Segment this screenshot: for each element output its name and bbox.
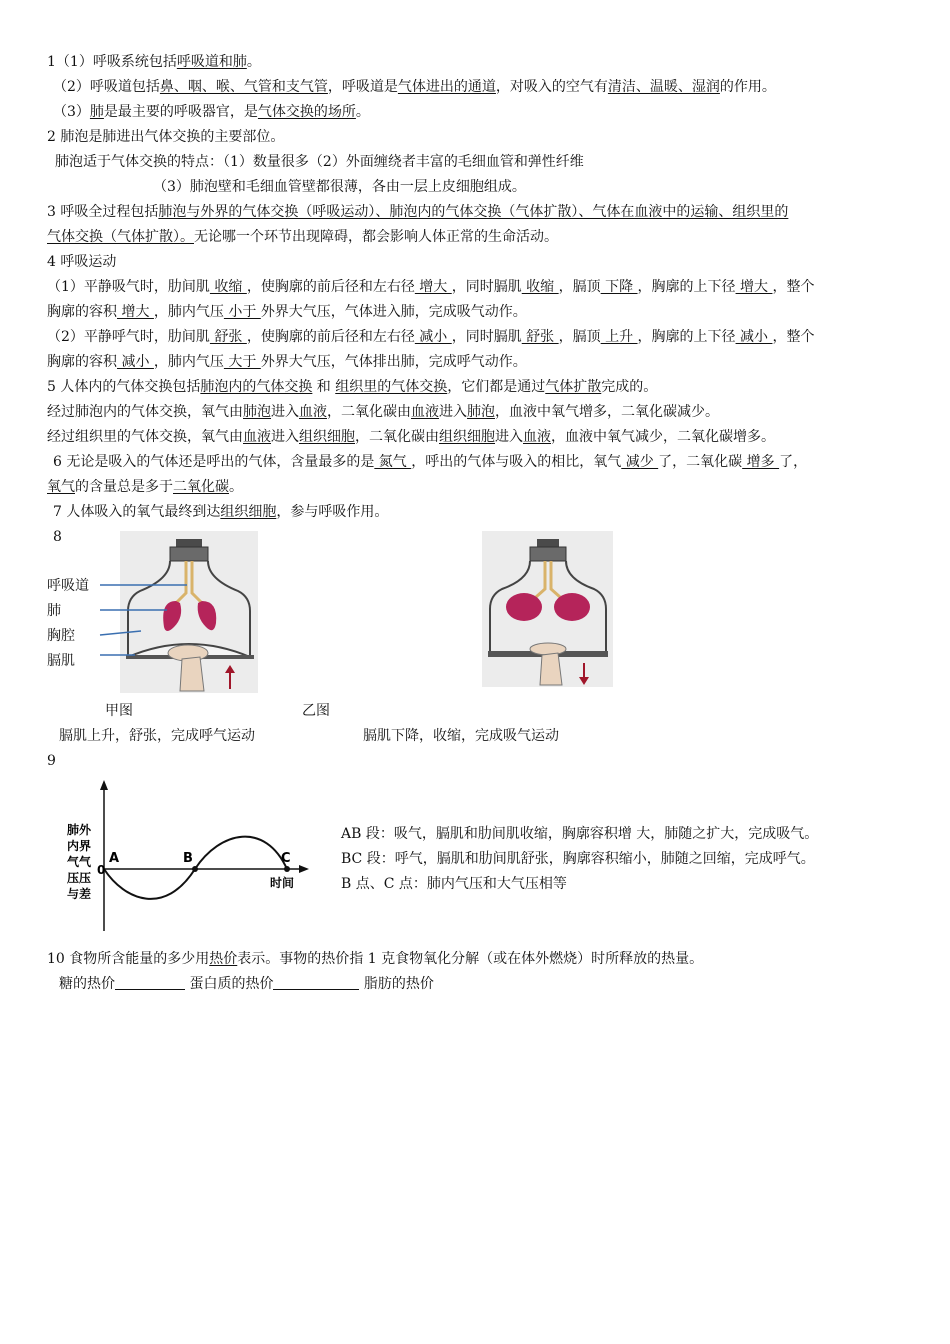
- zero-label: 0: [97, 863, 106, 877]
- x-axis-label: 时间: [270, 876, 295, 890]
- s4-line2: 胸廓的容积 增大 ，肺内气压 小于 外界大气压，气体进入肺，完成吸气动作。: [47, 304, 527, 320]
- s10-line1: 10 食物所含能量的多少用热价表示。事物的热价指 1 克食物氧化分解（或在体外燃烧）时所释放的热量。: [47, 951, 704, 967]
- s2-line1: 2 肺泡是肺进出气体交换的主要部位。: [47, 129, 285, 145]
- s1-line2: （2）呼吸道包括鼻、咽、喉、气管和支气管，呼吸道是气体进出的通道，对吸入的空气有清洁、温暖、湿润的作用。: [53, 79, 776, 95]
- x-axis-arrow: [299, 865, 309, 873]
- s6-line2: 氧气的含量总是多于二氧化碳。: [47, 479, 243, 495]
- s5-line3: 经过组织里的气体交换，氧气由血液进入组织细胞，二氧化碳由组织细胞进入血液，血液中氧气减少，二氧化碳增多。: [47, 429, 775, 445]
- s9-points: B 点、C 点：肺内气压和大气压相等: [341, 876, 567, 892]
- caption-b: 乙图: [302, 703, 330, 719]
- point-b: [192, 866, 198, 872]
- s3-line2: 气体交换（气体扩散）。无论哪一个环节出现障碍，都会影响人体正常的生命活动。: [47, 229, 558, 245]
- point-a-label: A: [109, 851, 120, 866]
- y-label-1: 肺外: [67, 823, 92, 837]
- s3-line1: 3 呼吸全过程包括肺泡与外界的气体交换（呼吸运动）、肺泡内的气体交换（气体扩散）、气体在血液中的运输、组织里的: [47, 204, 789, 220]
- s4-line3: （2）平静呼气时，肋间肌 舒张 ，使胸廓的前后径和左右径 减小 ，同时膈肌 舒张 ，膈顶 上升 ，胸廓的上下径 减小 ，整个: [47, 329, 815, 345]
- label-respiratory-tract: 呼吸道: [47, 578, 89, 594]
- point-c: [284, 866, 290, 872]
- s9-number: 9: [47, 753, 56, 769]
- s4-line1: （1）平静吸气时，肋间肌 收缩 ，使胸廓的前后径和左右径 增大 ，同时膈肌 收缩 ，膈顶 下降 ，胸廓的上下径 增大 ，整个: [47, 279, 815, 295]
- label-lung: 肺: [47, 603, 61, 619]
- s7-line: 7 人体吸入的氧气最终到达组织细胞，参与呼吸作用。: [53, 504, 389, 520]
- y-label-2: 内界: [67, 839, 92, 853]
- s5-line1: 5 人体内的气体交换包括肺泡内的气体交换 和 组织里的气体交换，它们都是通过气体扩散完成的。: [47, 379, 658, 395]
- s9-ab: AB 段：吸气，膈肌和肋间肌收缩，胸廓容积增 大，肺随之扩大，完成吸气。: [341, 826, 819, 842]
- s10-line2: 糖的热价 蛋白质的热价 脂肪的热价: [59, 976, 434, 992]
- y-axis-arrow: [100, 780, 108, 790]
- s4-line4: 胸廓的容积 减小 ，肺内气压 大于 外界大气压，气体排出肺，完成呼气动作。: [47, 354, 527, 370]
- s6-line1: 6 无论是吸入的气体还是呼出的气体，含量最多的是 氮气 ，呼出的气体与吸入的相比，氧气 减少 了，二氧化碳 增多 了，: [53, 454, 808, 470]
- s9-bc: BC 段：呼气，膈肌和肋间肌舒张，胸廓容积缩小，肺随之回缩，完成呼气。: [341, 851, 815, 867]
- y-label-3: 气气: [67, 855, 92, 869]
- s2-line2: 肺泡适于气体交换的特点：（1）数量很多（2）外面缠绕者丰富的毛细血管和弹性纤维: [55, 154, 584, 170]
- blank-sugar[interactable]: [115, 975, 185, 990]
- blank-protein[interactable]: [273, 975, 359, 990]
- y-label-4: 压压: [67, 871, 92, 885]
- point-c-label: C: [281, 851, 291, 866]
- s8-number: 8: [53, 529, 62, 545]
- s1-line3: （3）肺是最主要的呼吸器官，是气体交换的场所。: [53, 104, 370, 120]
- s4-title: 4 呼吸运动: [47, 254, 117, 270]
- label-diaphragm: 膈肌: [47, 653, 75, 669]
- s1-line1: 1（1）呼吸系统包括呼吸道和肺。: [47, 54, 261, 70]
- bell-jar-figure-b: [482, 531, 613, 687]
- s2-line3: （3）肺泡壁和毛细血管壁都很薄，各由一层上皮细胞组成。: [153, 179, 526, 195]
- caption-a: 甲图: [105, 703, 133, 719]
- pressure-curve-chart: [55, 776, 325, 936]
- label-thoracic-cavity: 胸腔: [47, 628, 75, 644]
- desc-b: 膈肌下降，收缩，完成吸气运动: [363, 728, 559, 744]
- label-leader-lines: [95, 575, 195, 665]
- point-b-label: B: [183, 851, 193, 866]
- y-label-5: 与差: [67, 887, 92, 901]
- desc-a: 膈肌上升，舒张，完成呼气运动: [59, 728, 255, 744]
- s5-line2: 经过肺泡内的气体交换，氧气由肺泡进入血液，二氧化碳由血液进入肺泡，血液中氧气增多，二氧化碳减少。: [47, 404, 719, 420]
